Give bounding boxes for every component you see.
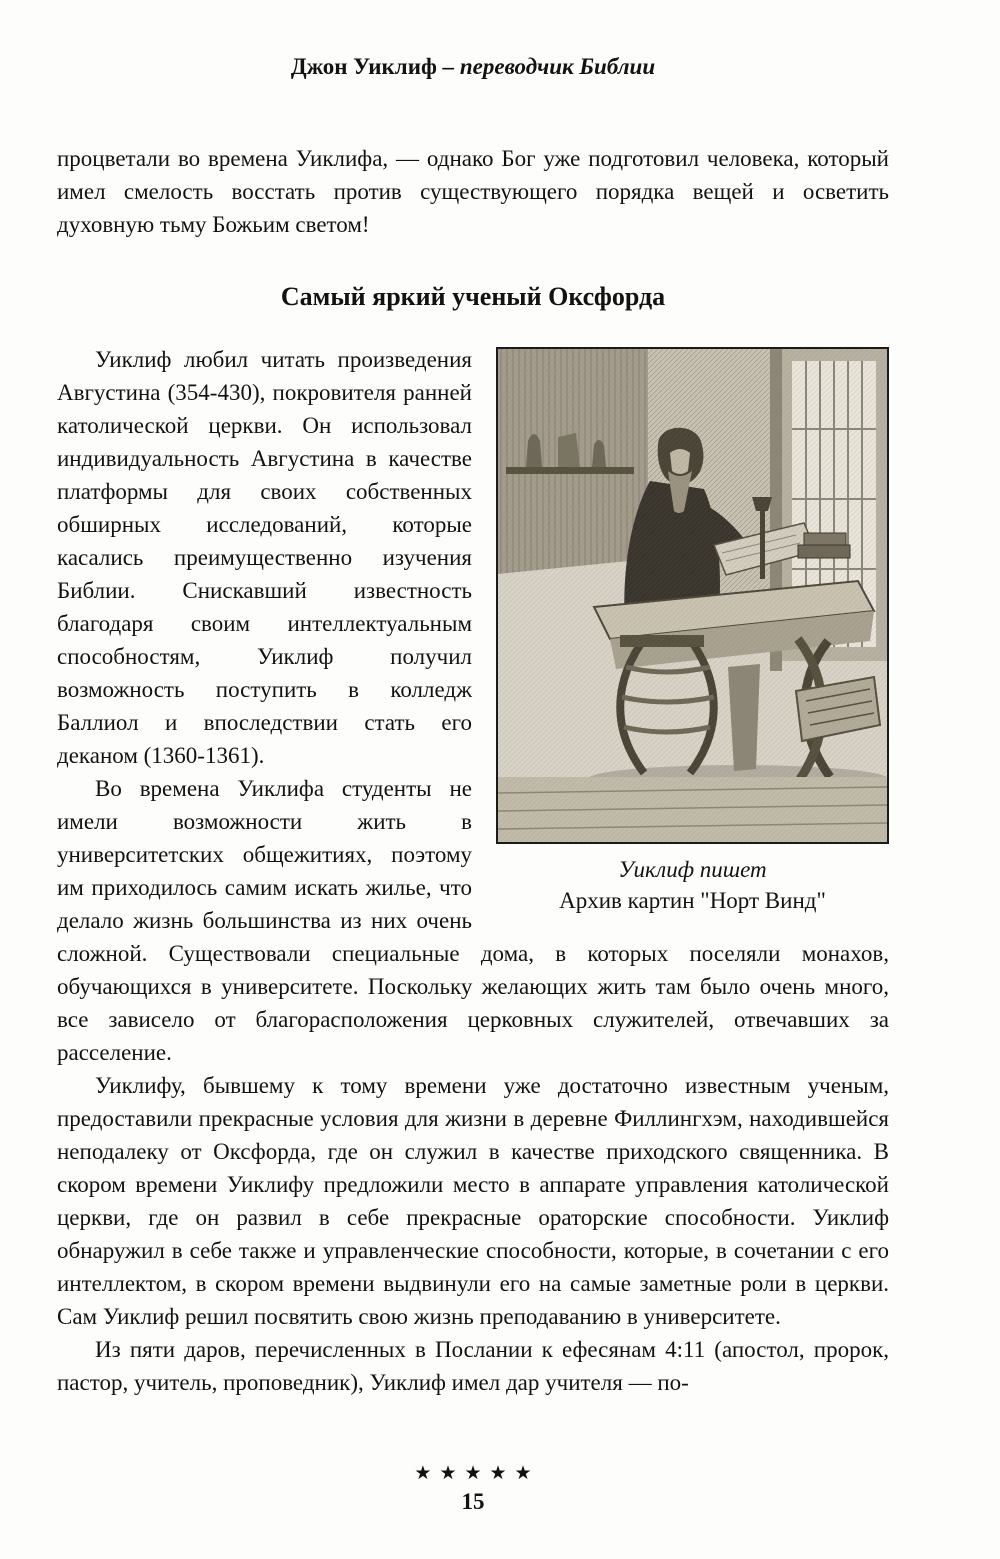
page-content [57,142,889,1399]
page-number: 15 [461,1489,485,1514]
header-subtitle: – переводчик Библии [436,54,656,79]
paragraph-augustine: Уиклиф любил читать произведения Августина (354-430), покровителя ранней католической церкви. Он использовал индивидуальность Августина в качестве платформы для своих собственных обширных исследований, которые касались преимущественно изучения Библии. Снискавший известность благодаря своим интеллектуальным способностям, Уиклиф получил возможность поступить в колледж Баллиол и впоследствии стать его деканом (1360-1361). [57,347,472,768]
page-footer [57,1462,889,1515]
paragraph-intro: процветали во времена Уиклифа, — однако Бог уже подготовил человека, который имел смелость восстать против существующего порядка вещей и осветить духовную тьму Божьим светом! [57,146,889,237]
running-header [57,52,889,82]
figure-caption-source: Архив картин "Норт Винд" [559,888,826,913]
engraving-frame [496,347,889,844]
section-heading: Самый яркий ученый Оксфорда [280,282,666,311]
wycliffe-writing-engraving [498,349,887,842]
figure-caption [496,854,889,916]
paragraph-five-gifts: Из пяти даров, перечисленных в Послании к ефесянам 4:11 (апостол, пророк, пастор, учитель, проповедник), Уиклиф имел дар учителя — по- [57,1337,889,1395]
figure-caption-title: Уиклиф пишет [618,857,767,882]
paragraph-students: Во времена Уиклифа студенты не имели возможности жить в университетских общежитиях, поэтому им приходилось самим искать жилье, что делало жизнь большинства из них очень сложной. Существовали специальные дома, в которых поселяли монахов, обучающихся в университете. Поскольку желающих жить там было очень много, все зависело от благорасположения церковных служителей, отвечавших за расселение. [57,776,889,1065]
stars-ornament: ★★★★★ [414,1463,540,1484]
paragraph-fillingham: Уиклифу, бывшему к тому времени уже достаточно известным ученым, предоставили прекрасные условия для жизни в деревне Филлингхэм, находившейся неподалеку от Оксфорда, где он служил в качестве приходского священника. В скором времени Уиклифу предложили место в аппарате управления католической церкви, где он развил в себе прекрасные ораторские способности. Уиклиф обнаружил в себе также и управленческие способности, которые, в сочетании с его интеллектом, в скором времени выдвинули его на самые заметные роли в церкви. Сам Уиклиф решил посвятить свою жизнь преподаванию в университете. [57,1073,889,1329]
header-author: Джон Уиклиф [290,54,437,79]
wycliffe-figure [496,347,889,916]
